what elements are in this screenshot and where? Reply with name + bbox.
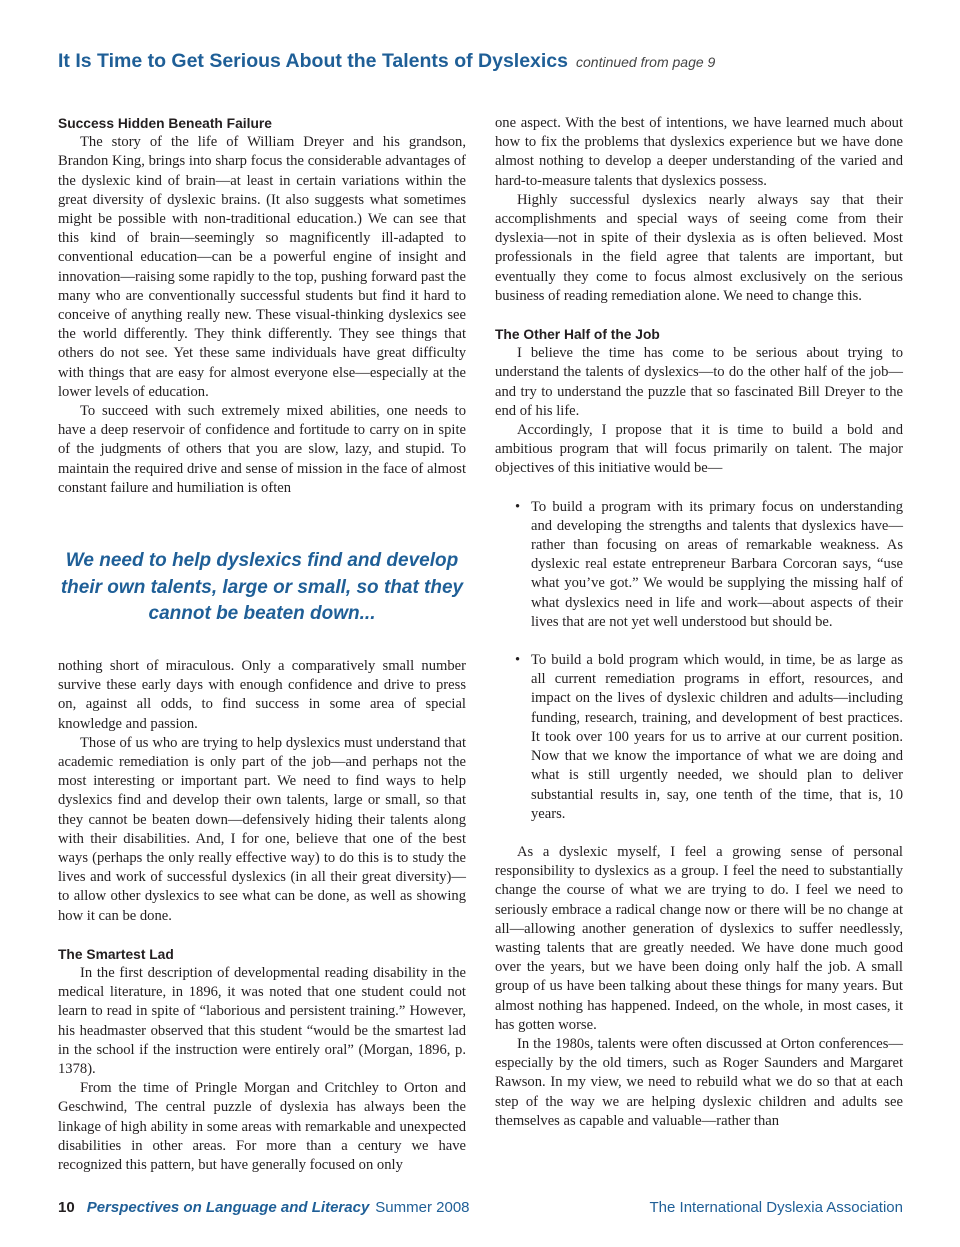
list-item: • To build a bold program which would, in time, be as large as all current remediation programs in effort, resources, and impact on the lives of dyslexic children and adults—including funding, research, training, and development of best practices. It took over 100 years for us to arrive at our current position. Now that we know the importance of what we are doing and what is still urgently needed, we should plan to deliver substantial results in, say, one tenth of the time, that is, 10 years. xyxy=(495,651,903,824)
page-footer xyxy=(58,1199,903,1223)
right-column xyxy=(495,114,903,1131)
section-heading: Success Hidden Beneath Failure xyxy=(58,116,272,131)
article-header xyxy=(58,50,908,73)
paragraph: Highly successful dyslexics nearly always say that their accomplishments and special ways of seeing come from their dyslexia—not in spite of their dyslexia as is often believed. Most professionals in the field agree that talents are important, but eventually they come to focus almost exclusively on the serious business of reading remediation alone. We need to change this. xyxy=(495,191,903,304)
issue-date: Summer 2008 xyxy=(375,1199,470,1216)
left-column-top xyxy=(58,114,466,498)
article-title: It Is Time to Get Serious About the Talents of Dyslexics xyxy=(58,50,568,72)
section-heading: The Smartest Lad xyxy=(58,946,174,962)
left-column-bottom xyxy=(58,657,466,1175)
paragraph: From the time of Pringle Morgan and Critchley to Orton and Geschwind, The central puzzle of dyslexia has always been the linkage of high ability in some areas with remarkable and unexpected disabilities in other areas. For more than a century we have recognized this pattern, but have generally focused on only xyxy=(58,1080,466,1174)
paragraph: nothing short of miraculous. Only a comparatively small number survive these early days with enough confidence and drive to press on, against all odds, to find success in some area of special knowledge and passion. xyxy=(58,658,466,732)
journal-name: Perspectives on Language and Literacy xyxy=(86,1199,370,1216)
list-item: • To build a program with its primary focus on understanding and developing the strengths and talents that dyslexics have—rather than focusing on areas of remarkable weakness. As dyslexic real estate entrepreneur Barbara Corcoran says, “use what you’ve got.” We would be supplying the missing half of what dyslexics need in life and work—about aspects of their lives that are not yet well understood but should be. xyxy=(495,498,903,632)
paragraph: In the 1980s, talents were often discussed at Orton conferences—especially by the old timers, such as Roger Saunders and Margaret Rawson. In my view, we need to rebuild what we do so that at each step of the way we are helping dyslexic children and adults see themselves as capable and valuable—rather than xyxy=(495,1035,903,1129)
pull-quote: We need to help dyslexics find and develop their own talents, large or small, so that they cannot be beaten down... xyxy=(60,550,464,624)
paragraph: As a dyslexic myself, I feel a growing sense of personal responsibility to dyslexics as a group. I feel the need to substantially change the course of what we are trying to do. I feel we need to seriously embrace a radical change now or there will be no change at all—allowing another generation of dyslexics to suffer needlessly, wasting talents that are greatly needed. We have done much good over the years, but we have been doing only half the job. A small group of us have been talking about these things for many years. But almost nothing has happened. Indeed, on the whole, in most cases, it has gotten worse. xyxy=(495,843,903,1033)
continued-note: continued from page 9 xyxy=(576,54,716,70)
paragraph: To succeed with such extremely mixed abilities, one needs to have a deep reservoir of confidence and fortitude to carry on in spite of the judgments of others that you are slow, lazy, and stupid. To maintain the required drive and sense of mission in the face of almost constant failure and humiliation is often xyxy=(58,403,466,496)
paragraph: In the first description of developmental reading disability in the medical literature, in 1896, it was noted that one student could not learn to read in spite of “laborious and persistent training.” However, his headmaster observed that this student “would be the smartest lad in the school if the instruction were entirely oral” (Morgan, 1896, p. 1378). xyxy=(58,965,466,1078)
section-heading: The Other Half of the Job xyxy=(495,327,660,343)
paragraph: The story of the life of William Dreyer and his grandson, Brandon King, brings into sharp focus the considerable advantages of the dyslexic kind of brain—at least in certain variations within the great diversity of dyslexic brains. (It also suggests what sometimes might be possible with non-traditional education.) We can see that this kind of brain—seemingly so magnificently ill-adapted to conventional education—can be a powerful engine of insight and innovation—raising some rapidly to the top, pushing forward past the many who are conventionally successful students but find it hard to conceive of anything really new. These visual-thinking dyslexics see the world differently. They think differently. They see things that others do not see. Yet these same individuals have great difficulty with things that are easy for almost everyone else—especially at the lower levels of education. xyxy=(58,134,466,400)
paragraph: I believe the time has come to be serious about trying to understand the talents of dyslexics—to do the other half of the job—and try to understand the puzzle that so fascinated Bill Dreyer to the end of his life. xyxy=(495,345,903,419)
objectives-list xyxy=(495,498,903,824)
paragraph: one aspect. With the best of intentions, we have learned much about how to fix the problems that dyslexics experience but we have done almost nothing to develop a deeper understanding of the varied and hard-to-measure talents that dyslexics possess. xyxy=(495,115,903,189)
paragraph: Those of us who are trying to help dyslexics must understand that academic remediation is only part of the job—and perhaps not the most interesting or important part. We need to find ways to help dyslexics find and develop their own talents, large or small, so that they cannot be beaten down—defensively hiding their talents along with their disabilities. And, I for one, believe that one of the best ways (perhaps the only really effective way) to do this is to study the lives and work of successful dyslexics (in all their great diversity)—to allow other dyslexics to see what can be done, as well as showing how it can be done. xyxy=(58,734,466,924)
paragraph: Accordingly, I propose that it is time to build a bold and ambitious program that will focus primarily on talent. The major objectives of this initiative would be— xyxy=(495,422,903,477)
page-number: 10 xyxy=(58,1199,75,1216)
organization-name: The International Dyslexia Association xyxy=(649,1199,903,1216)
